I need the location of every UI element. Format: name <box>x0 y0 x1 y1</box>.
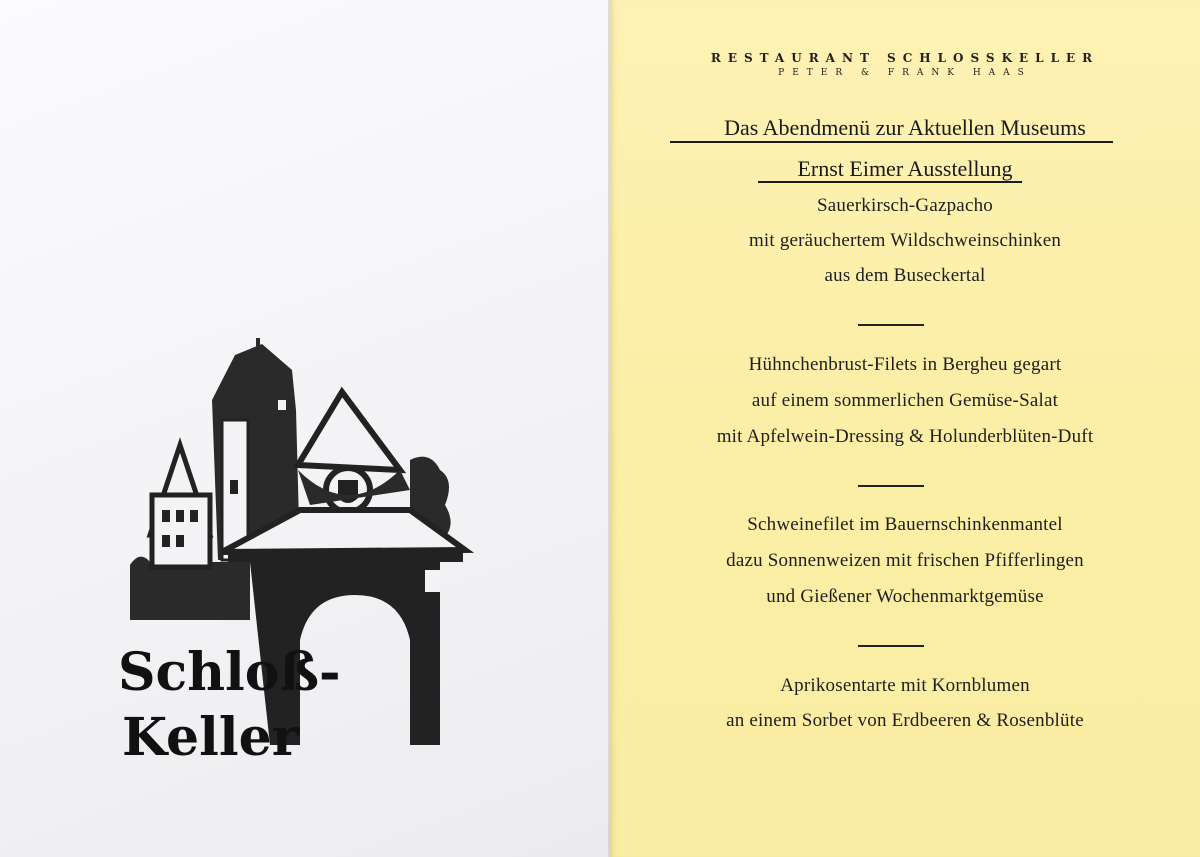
menu-title-line1: Das Abendmenü zur Aktuellen Museums <box>724 115 1086 140</box>
menu-title-line2: Ernst Eimer Ausstellung <box>797 156 1013 181</box>
course-2-line-3: mit Apfelwein-Dressing & Holunderblüten-Duft <box>716 426 1094 447</box>
course-1-line-1: Sauerkirsch-Gazpacho <box>817 195 993 216</box>
logo-wordmark-line1: Schloß- <box>118 642 341 703</box>
course-4-line-1: Aprikosentarte mit Kornblumen <box>780 675 1030 696</box>
course-separator <box>858 324 924 326</box>
course-separator <box>858 485 924 487</box>
owner-names: PETER & FRANK HAAS <box>778 68 1032 78</box>
course-2-line-2: auf einem sommerlichen Gemüse-Salat <box>751 390 1059 411</box>
course-4-line-2: an einem Sorbet von Erdbeeren & Rosenblüte <box>726 710 1084 731</box>
logo-wordmark-line2: Keller <box>122 707 300 768</box>
course-2-line-1: Hühnchenbrust-Filets in Bergheu gegart <box>748 354 1062 375</box>
restaurant-name: RESTAURANT SCHLOSSKELLER <box>710 51 1100 65</box>
course-3-line-1: Schweinefilet im Bauernschinkenmantel <box>747 514 1063 535</box>
course-3-line-2: dazu Sonnenweizen mit frischen Pfifferlingen <box>726 550 1084 571</box>
course-1-line-3: aus dem Buseckertal <box>824 265 986 286</box>
course-separator <box>858 645 924 647</box>
title-underline-2 <box>758 181 1022 183</box>
course-3-line-3: und Gießener Wochenmarktgemüse <box>766 586 1044 607</box>
course-1-line-2: mit geräuchertem Wildschweinschinken <box>748 230 1062 251</box>
castle-logo <box>110 330 480 770</box>
title-underline-1 <box>670 141 1113 143</box>
